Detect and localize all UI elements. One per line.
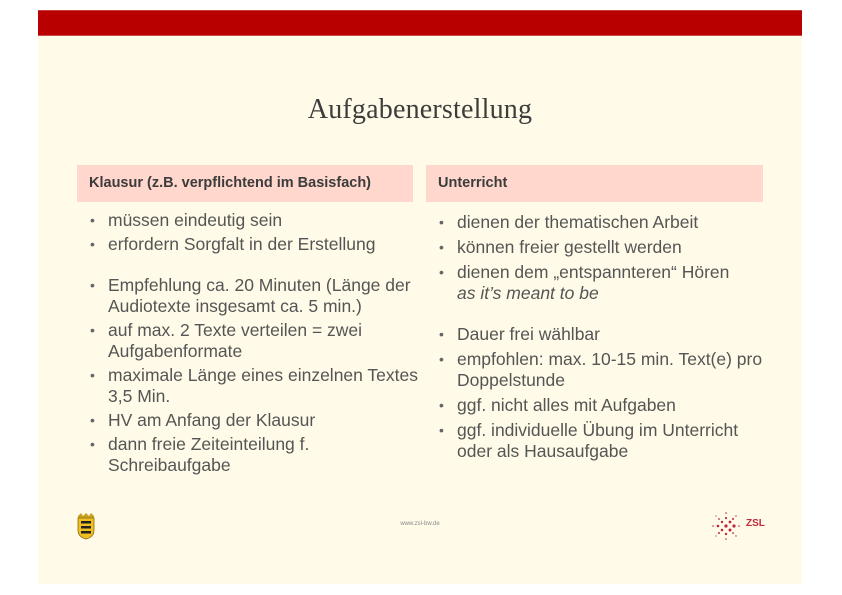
- slide-title: Aufgabenerstellung: [307, 94, 533, 125]
- column-header-klausur: Klausur (z.B. verpflichtend im Basisfach): [77, 165, 413, 202]
- list-item: • HV am Anfang der Klausur: [88, 410, 418, 431]
- list-item: • empfohlen: max. 10-15 min. Text(e) pro Doppelstunde: [437, 349, 767, 391]
- zsl-logo-text: ZSL: [746, 518, 765, 529]
- slide: [38, 10, 802, 584]
- list-item: [437, 262, 767, 304]
- list-item: • Dauer frei wählbar: [437, 324, 767, 345]
- footer-url: www.zsl-bw.de: [400, 521, 440, 527]
- list-item: • dann freie Zeiteinteilung f. Schreibaufgabe: [88, 434, 418, 476]
- list-item: • dienen der thematischen Arbeit: [437, 212, 767, 233]
- list-item: • Empfehlung ca. 20 Minuten (Länge der Audiotexte insgesamt ca. 5 min.): [88, 275, 418, 317]
- list-item: • müssen eindeutig sein: [88, 210, 418, 231]
- list-item: • ggf. nicht alles mit Aufgaben: [437, 395, 767, 416]
- klausur-bullet-list: [88, 210, 418, 476]
- list-item: • auf max. 2 Texte verteilen = zwei Aufgabenformate: [88, 320, 418, 362]
- list-item: • können freier gestellt werden: [437, 237, 767, 258]
- top-red-bar: [38, 10, 802, 36]
- list-item-text: dienen dem „entspannteren“ Hören: [457, 262, 730, 282]
- list-item: • maximale Länge eines einzelnen Textes 3,5 Min.: [88, 365, 418, 407]
- list-item-italic-note: as it’s meant to be: [457, 283, 599, 303]
- list-item: • erfordern Sorgfalt in der Erstellung: [88, 234, 418, 255]
- unterricht-bullet-list: [437, 212, 767, 462]
- list-item: • ggf. individuelle Übung im Unterricht oder als Hausaufgabe: [437, 420, 767, 462]
- column-header-unterricht: Unterricht: [426, 165, 763, 202]
